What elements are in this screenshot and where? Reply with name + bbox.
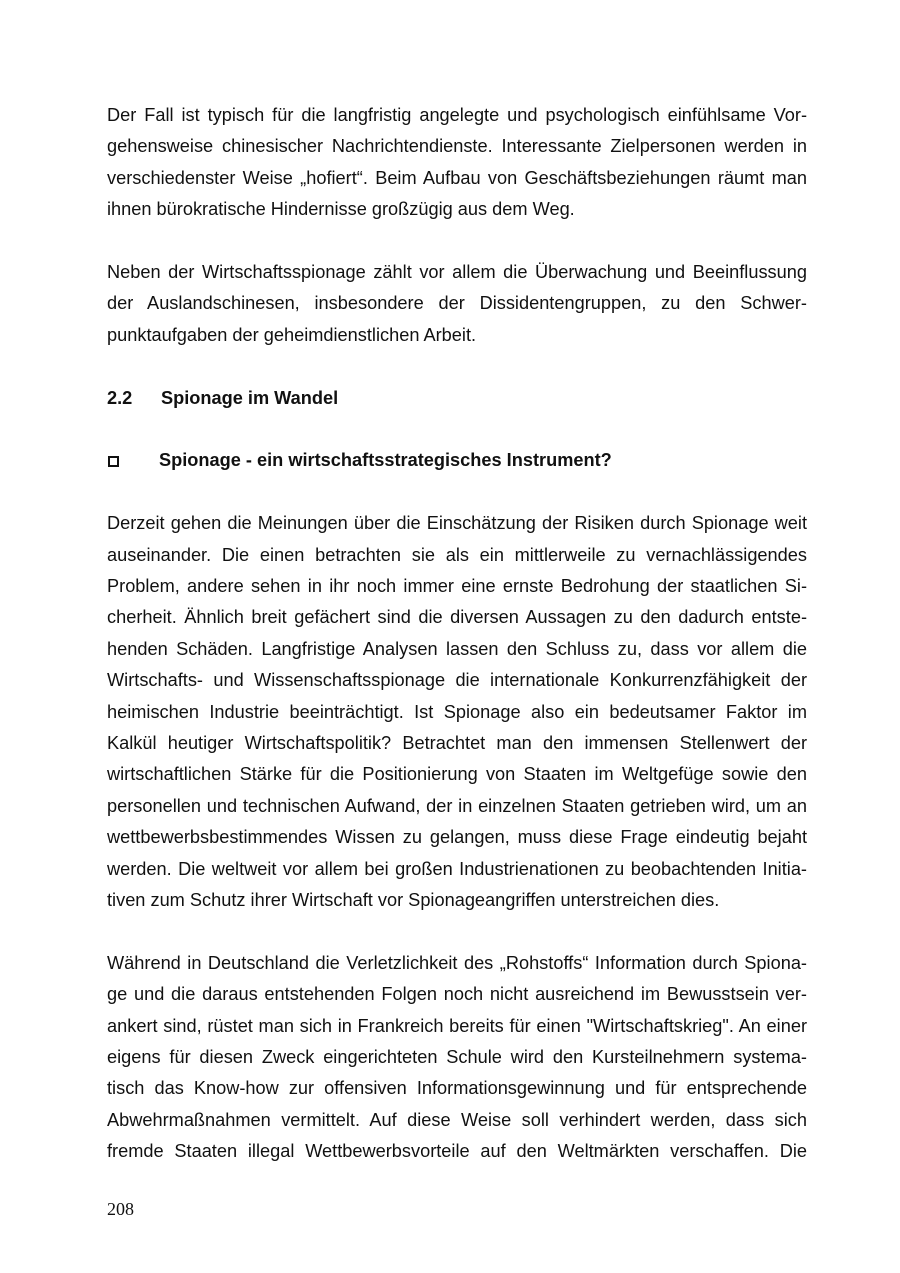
paragraph-line: Kalkül heutiger Wirtschaftspolitik? Betrachtet man den immensen Stellenwert der	[107, 733, 807, 754]
paragraph-4	[107, 948, 807, 1168]
page-number: 208	[107, 1199, 134, 1219]
paragraph-3	[107, 508, 807, 916]
paragraph-line: verschiedenster Weise „hofiert“. Beim Aufbau von Geschäftsbeziehungen räumt man	[107, 167, 807, 188]
paragraph-gap	[107, 916, 807, 947]
paragraph-line: wirtschaftlichen Stärke für die Positionierung von Staaten im Weltgefüge sowie den	[107, 764, 807, 785]
paragraph-line: Derzeit gehen die Meinungen über die Einschätzung der Risiken durch Spionage weit	[107, 513, 807, 534]
paragraph-gap	[107, 351, 807, 382]
paragraph-1	[107, 100, 807, 226]
paragraph-line: ihnen bürokratische Hindernisse großzügig aus dem Weg.	[107, 199, 575, 220]
paragraph-line: Wirtschafts- und Wissenschaftsspionage die internationale Konkurrenzfähigkeit der	[107, 670, 807, 691]
paragraph-line: Neben der Wirtschaftsspionage zählt vor allem die Überwachung und Beeinflussung	[107, 262, 807, 283]
paragraph-line: Während in Deutschland die Verletzlichkeit des „Rohstoffs“ Information durch Spiona-	[107, 952, 807, 973]
paragraph-line: gehensweise chinesischer Nachrichtendienste. Interessante Zielpersonen werden in	[107, 136, 807, 157]
paragraph-line: ge und die daraus entstehenden Folgen noch nicht ausreichend im Bewusstsein ver-	[107, 984, 807, 1005]
paragraph-2	[107, 257, 807, 351]
paragraph-line: cherheit. Ähnlich breit gefächert sind die diversen Aussagen zu den dadurch entste-	[107, 607, 807, 628]
paragraph-line: fremde Staaten illegal Wettbewerbsvorteile auf den Weltmärkten verschaffen. Die	[107, 1141, 807, 1162]
checkbox-square-icon	[108, 456, 119, 467]
paragraph-line: Abwehrmaßnahmen vermittelt. Auf diese Weise soll verhindert werden, dass sich	[107, 1109, 807, 1130]
paragraph-line: wettbewerbsbestimmendes Wissen zu gelangen, muss diese Frage eindeutig bejaht	[107, 827, 807, 848]
page-content	[107, 100, 807, 1168]
subheading	[107, 445, 807, 476]
subheading-title: Spionage - ein wirtschaftsstrategisches Instrument?	[159, 450, 612, 471]
paragraph-line: ankert sind, rüstet man sich in Frankreich bereits für einen "Wirtschaftskrieg". An einer	[107, 1015, 807, 1036]
paragraph-line: tisch das Know-how zur offensiven Informationsgewinnung und für entsprechende	[107, 1078, 807, 1099]
paragraph-line: werden. Die weltweit vor allem bei großen Industrienationen zu beobachtenden Initia-	[107, 858, 807, 879]
section-number: 2.2	[107, 387, 133, 408]
paragraph-line: henden Schäden. Langfristige Analysen lassen den Schluss zu, dass vor allem die	[107, 638, 807, 659]
paragraph-line: personellen und technischen Aufwand, der in einzelnen Staaten getrieben wird, um an	[107, 795, 807, 816]
paragraph-line: Problem, andere sehen in ihr noch immer eine ernste Bedrohung der staatlichen Si-	[107, 576, 807, 596]
paragraph-line: heimischen Industrie beeinträchtigt. Ist Spionage also ein bedeutsamer Faktor im	[107, 701, 807, 722]
paragraph-line: der Auslandschinesen, insbesondere der Dissidentengruppen, zu den Schwer-	[107, 293, 807, 314]
paragraph-line: eigens für diesen Zweck eingerichteten Schule wird den Kursteilnehmern systema-	[107, 1047, 807, 1068]
paragraph-line: punktaufgaben der geheimdienstlichen Arbeit.	[107, 324, 477, 345]
paragraph-gap	[107, 414, 807, 445]
paragraph-line: auseinander. Die einen betrachten sie als ein mittlerweile zu vernachlässigendes	[107, 544, 807, 565]
paragraph-line: Der Fall ist typisch für die langfristig angelegte und psychologisch einfühlsame Vor-	[107, 105, 807, 125]
section-heading	[107, 383, 807, 414]
paragraph-line: tiven zum Schutz ihrer Wirtschaft vor Spionageangriffen unterstreichen dies.	[107, 890, 720, 911]
section-title: Spionage im Wandel	[161, 387, 339, 408]
paragraph-gap	[107, 477, 807, 508]
paragraph-gap	[107, 226, 807, 257]
